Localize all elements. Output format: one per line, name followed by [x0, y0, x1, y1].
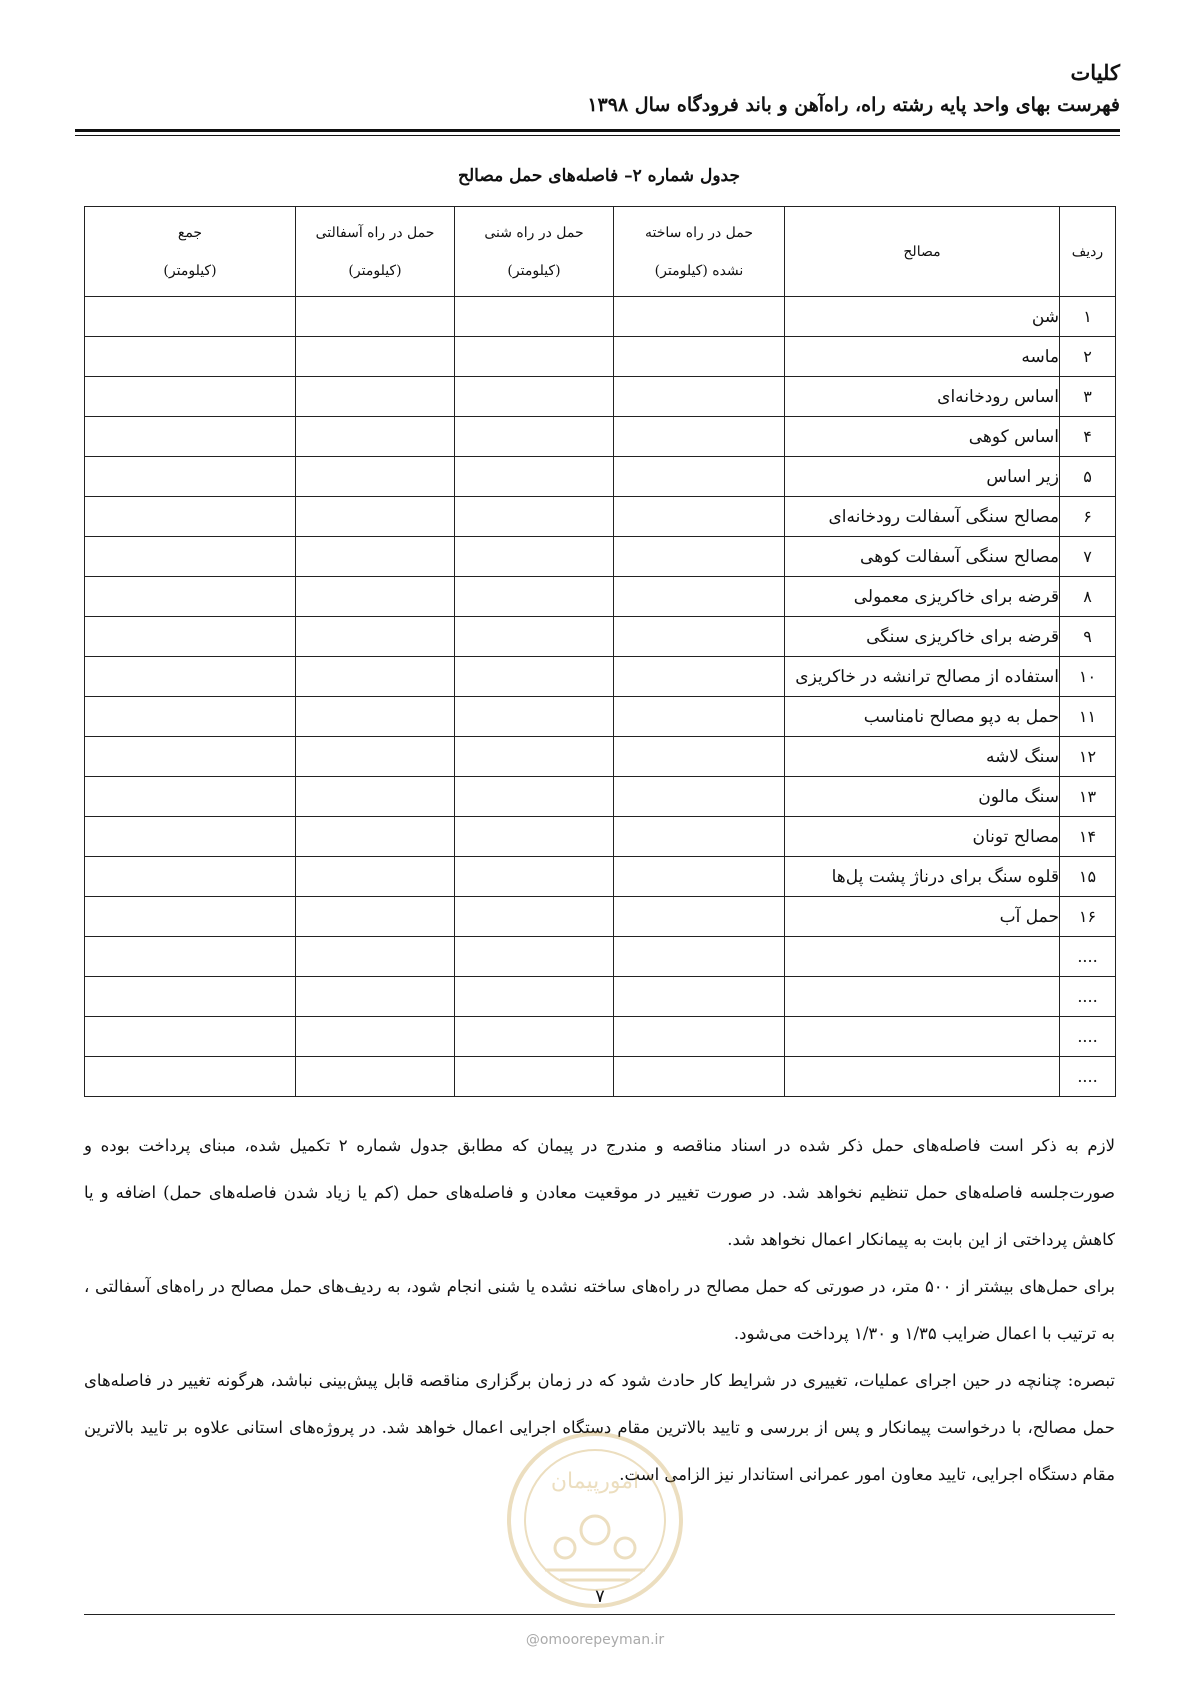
cell-gravel — [455, 417, 614, 457]
material-cell: قرضه برای خاکریزی سنگی — [785, 617, 1060, 657]
row-number: ۲ — [1060, 337, 1116, 377]
cell-unbuilt — [614, 777, 785, 817]
cell-gravel — [455, 697, 614, 737]
cell-total — [85, 457, 296, 497]
cell-gravel — [455, 457, 614, 497]
material-cell: سنگ مالون — [785, 777, 1060, 817]
cell-gravel — [455, 977, 614, 1017]
cell-asphalt — [296, 897, 455, 937]
row-number: ۱۲ — [1060, 737, 1116, 777]
cell-gravel — [455, 297, 614, 337]
cell-total — [85, 1057, 296, 1097]
cell-unbuilt — [614, 377, 785, 417]
row-number: ۶ — [1060, 497, 1116, 537]
material-cell: ماسه — [785, 337, 1060, 377]
cell-unbuilt — [614, 297, 785, 337]
cell-asphalt — [296, 297, 455, 337]
col-header-gravel-line1: حمل در راه شنی — [484, 224, 584, 241]
cell-asphalt — [296, 737, 455, 777]
table-row — [85, 417, 1116, 457]
cell-gravel — [455, 897, 614, 937]
cell-asphalt — [296, 457, 455, 497]
site-watermark: @omoorepeyman.ir — [525, 1632, 665, 1648]
row-number: ۷ — [1060, 537, 1116, 577]
col-header-total — [85, 207, 296, 297]
cell-asphalt — [296, 377, 455, 417]
cell-asphalt — [296, 1057, 455, 1097]
cell-gravel — [455, 657, 614, 697]
col-header-total-line1: جمع — [177, 224, 203, 241]
cell-unbuilt — [614, 537, 785, 577]
seal-text: امورپیمان — [550, 1469, 640, 1494]
row-number: .... — [1060, 977, 1116, 1017]
col-header-gravel-line2: (کیلومتر) — [507, 262, 561, 279]
col-header-unbuilt-line2: نشده (کیلومتر) — [654, 262, 744, 279]
cell-asphalt — [296, 697, 455, 737]
cell-asphalt — [296, 577, 455, 617]
table-row — [85, 537, 1116, 577]
row-number: .... — [1060, 1057, 1116, 1097]
table-row — [85, 377, 1116, 417]
header-title: کلیات — [1070, 60, 1120, 85]
table-row — [85, 657, 1116, 697]
table-row — [85, 777, 1116, 817]
cell-total — [85, 737, 296, 777]
material-cell: شن — [785, 297, 1060, 337]
cell-total — [85, 537, 296, 577]
material-cell: مصالح تونان — [785, 817, 1060, 857]
cell-gravel — [455, 857, 614, 897]
cell-unbuilt — [614, 697, 785, 737]
cell-gravel — [455, 377, 614, 417]
cell-gravel — [455, 737, 614, 777]
row-number: ۱۳ — [1060, 777, 1116, 817]
cell-total — [85, 817, 296, 857]
material-cell — [785, 1057, 1060, 1097]
cell-unbuilt — [614, 337, 785, 377]
cell-total — [85, 377, 296, 417]
cell-asphalt — [296, 777, 455, 817]
cell-total — [85, 937, 296, 977]
cell-gravel — [455, 817, 614, 857]
paragraph-coefficients: برای حمل‌های بیشتر از ۵۰۰ متر، در صورتی که حمل مصالح در راه‌های ساخته نشده یا شنی انجام شود، به ردیف‌های حمل مصالح در راه‌های آسفالتی ، به ترتیب با اعمال ضرایب ۱/۳۵ و ۱/۳۰ پرداخت می‌شود. — [84, 1277, 1116, 1343]
cell-gravel — [455, 337, 614, 377]
table-row — [85, 1017, 1116, 1057]
cell-total — [85, 337, 296, 377]
cell-total — [85, 617, 296, 657]
cell-unbuilt — [614, 857, 785, 897]
material-cell: مصالح سنگی آسفالت رودخانه‌ای — [785, 497, 1060, 537]
header-subtitle: فهرست بهای واحد پایه رشته راه، راه‌آهن و باند فرودگاه سال ۱۳۹۸ — [587, 94, 1120, 116]
table-header-row — [85, 207, 1116, 297]
cell-unbuilt — [614, 737, 785, 777]
table-row — [85, 297, 1116, 337]
cell-asphalt — [296, 497, 455, 537]
cell-asphalt — [296, 937, 455, 977]
col-header-unbuilt-line1: حمل در راه ساخته — [644, 224, 754, 241]
col-header-unbuilt-road — [614, 207, 785, 297]
material-cell: زیر اساس — [785, 457, 1060, 497]
material-cell: قلوه سنگ برای درناژ پشت پل‌ها — [785, 857, 1060, 897]
cell-total — [85, 417, 296, 457]
cell-unbuilt — [614, 1057, 785, 1097]
cell-asphalt — [296, 817, 455, 857]
cell-asphalt — [296, 657, 455, 697]
material-cell: استفاده از مصالح ترانشه در خاکریزی — [785, 657, 1060, 697]
row-number: ۹ — [1060, 617, 1116, 657]
cell-total — [85, 1017, 296, 1057]
hauling-distance-table — [84, 206, 1116, 1097]
row-number: ۱۱ — [1060, 697, 1116, 737]
cell-total — [85, 977, 296, 1017]
table-row — [85, 857, 1116, 897]
cell-total — [85, 697, 296, 737]
row-number: ۱۴ — [1060, 817, 1116, 857]
cell-total — [85, 657, 296, 697]
row-number: .... — [1060, 937, 1116, 977]
cell-unbuilt — [614, 1017, 785, 1057]
cell-unbuilt — [614, 897, 785, 937]
row-number: ۱ — [1060, 297, 1116, 337]
row-number: .... — [1060, 1017, 1116, 1057]
cell-asphalt — [296, 417, 455, 457]
col-header-row-number: ردیف — [1060, 207, 1116, 297]
cell-asphalt — [296, 977, 455, 1017]
cell-unbuilt — [614, 577, 785, 617]
cell-gravel — [455, 1057, 614, 1097]
material-cell — [785, 937, 1060, 977]
cell-asphalt — [296, 1017, 455, 1057]
col-header-total-line2: (کیلومتر) — [163, 262, 217, 279]
material-cell: حمل آب — [785, 897, 1060, 937]
table-row — [85, 457, 1116, 497]
col-header-asphalt-line2: (کیلومتر) — [348, 262, 402, 279]
col-header-gravel-road — [455, 207, 614, 297]
cell-asphalt — [296, 617, 455, 657]
cell-asphalt — [296, 857, 455, 897]
table-row — [85, 937, 1116, 977]
table-row — [85, 577, 1116, 617]
cell-gravel — [455, 497, 614, 537]
row-number: ۵ — [1060, 457, 1116, 497]
cell-total — [85, 577, 296, 617]
paragraph-note: تبصره: چنانچه در حین اجرای عملیات، تغییری در شرایط کار حادث شود که در زمان برگزاری مناقصه قابل پیش‌بینی نباشد، هرگونه تغییر در فاصله‌های حمل مصالح، با درخواست پیمانکار و پس از بررسی و تایید بالاترین مقام دستگاه اجرایی اعمال خواهد شد. در پروژه‌های استانی علاوه بر تایید بالاترین مقام دستگاه اجرایی، تایید معاون امور عمرانی استاندار نیز الزامی است. — [84, 1371, 1115, 1484]
table-row — [85, 977, 1116, 1017]
cell-total — [85, 777, 296, 817]
row-number: ۱۵ — [1060, 857, 1116, 897]
material-cell: حمل به دپو مصالح نامناسب — [785, 697, 1060, 737]
cell-unbuilt — [614, 457, 785, 497]
cell-gravel — [455, 617, 614, 657]
row-number: ۳ — [1060, 377, 1116, 417]
cell-total — [85, 497, 296, 537]
table-row — [85, 497, 1116, 537]
col-header-asphalt-line1: حمل در راه آسفالتی — [315, 224, 435, 241]
seal-watermark-icon — [505, 1430, 685, 1610]
col-header-asphalt-road — [296, 207, 455, 297]
table-row — [85, 1057, 1116, 1097]
cell-total — [85, 297, 296, 337]
table-row — [85, 817, 1116, 857]
cell-unbuilt — [614, 497, 785, 537]
material-cell: قرضه برای خاکریزی معمولی — [785, 577, 1060, 617]
page-number: ۷ — [595, 1586, 605, 1607]
header-divider-thick — [75, 129, 1120, 132]
cell-total — [85, 897, 296, 937]
table-caption: جدول شماره ۲– فاصله‌های حمل مصالح — [458, 166, 740, 186]
page-header — [75, 58, 1120, 120]
table-row — [85, 617, 1116, 657]
cell-gravel — [455, 537, 614, 577]
paragraph-payment-basis: لازم به ذکر است فاصله‌های حمل ذکر شده در اسناد مناقصه و مندرج در پیمان که مطابق جدول شماره ۲ تکمیل شده، مبنای پرداخت بوده و صورت‌جلسه فاصله‌های حمل تنظیم نخواهد شد. در صورت تغییر در موقعیت معادن و فاصله‌های حمل (کم یا زیاد شدن فاصله‌های حمل) اضافه و یا کاهش پرداختی از این بابت به پیمانکار اعمال نخواهد شد. — [84, 1136, 1116, 1249]
cell-unbuilt — [614, 977, 785, 1017]
material-cell: اساس کوهی — [785, 417, 1060, 457]
cell-total — [85, 857, 296, 897]
cell-gravel — [455, 777, 614, 817]
table-row — [85, 737, 1116, 777]
cell-unbuilt — [614, 617, 785, 657]
table-row — [85, 697, 1116, 737]
cell-gravel — [455, 1017, 614, 1057]
cell-unbuilt — [614, 417, 785, 457]
material-cell — [785, 1017, 1060, 1057]
cell-asphalt — [296, 337, 455, 377]
cell-asphalt — [296, 537, 455, 577]
cell-unbuilt — [614, 657, 785, 697]
col-header-material: مصالح — [785, 207, 1060, 297]
table-row — [85, 897, 1116, 937]
row-number: ۱۰ — [1060, 657, 1116, 697]
material-cell: سنگ لاشه — [785, 737, 1060, 777]
material-cell: مصالح سنگی آسفالت کوهی — [785, 537, 1060, 577]
header-divider-thin — [75, 135, 1120, 136]
footer-divider — [84, 1614, 1115, 1615]
material-cell — [785, 977, 1060, 1017]
row-number: ۸ — [1060, 577, 1116, 617]
row-number: ۴ — [1060, 417, 1116, 457]
cell-unbuilt — [614, 937, 785, 977]
table-row — [85, 337, 1116, 377]
material-cell: اساس رودخانه‌ای — [785, 377, 1060, 417]
cell-gravel — [455, 577, 614, 617]
cell-gravel — [455, 937, 614, 977]
cell-unbuilt — [614, 817, 785, 857]
row-number: ۱۶ — [1060, 897, 1116, 937]
